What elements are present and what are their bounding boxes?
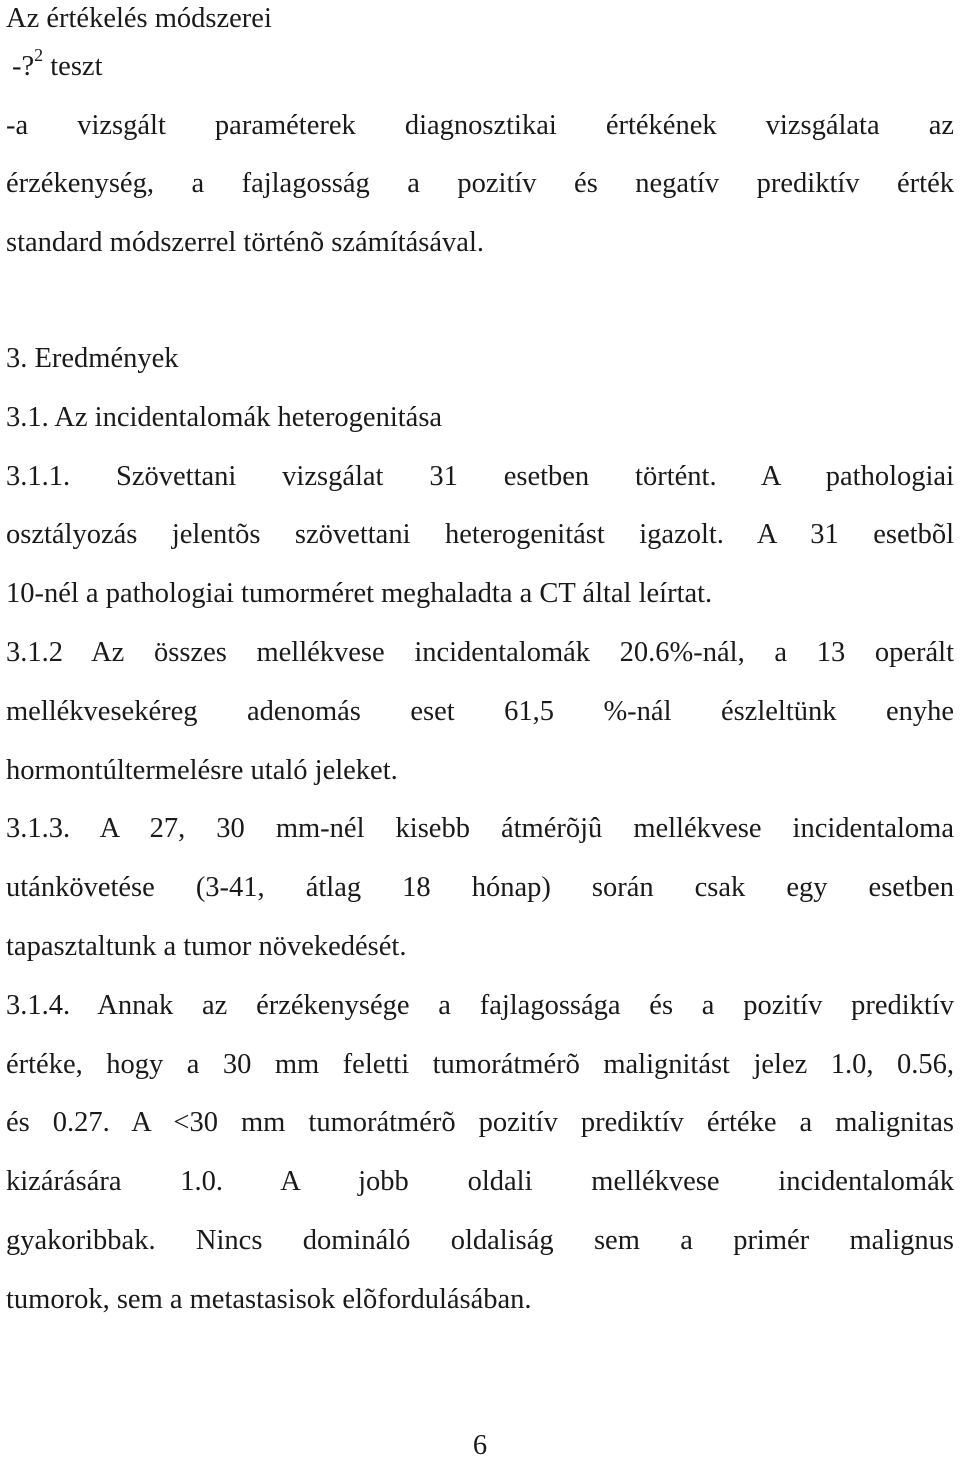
results-block xyxy=(6,330,954,1330)
intro-line: -a vizsgált paraméterek diagnosztikai értékének vizsgálata az xyxy=(6,109,954,141)
paragraph-line: osztályozás jelentõs szövettani heterogenitást igazolt. A 31 esetbõl xyxy=(6,519,954,551)
intro-line: standard módszerrel történõ számításával. xyxy=(6,226,484,258)
paragraph-3-1-3 xyxy=(6,800,954,976)
chi-square-line xyxy=(6,38,954,97)
paragraph-line: 3.1.1. Szövettani vizsgálat 31 esetben történt. A pathologiai xyxy=(6,460,954,492)
paragraph-line: mellékvesekéreg adenomás eset 61,5 %-nál észleltünk enyhe xyxy=(6,695,954,727)
section-title: Az értékelés módszerei xyxy=(6,3,272,34)
paragraph-3-1-2 xyxy=(6,624,954,800)
paragraph-line: tapasztaltunk a tumor növekedését. xyxy=(6,930,407,962)
paragraph-3-1-4 xyxy=(6,977,954,1330)
intro-line: érzékenység, a fajlagosság a pozitív és negatív prediktív érték xyxy=(6,168,954,199)
paragraph-line: kizárására 1.0. A jobb oldali mellékvese incidentalomák xyxy=(6,1166,954,1198)
paragraph-line: gyakoribbak. Nincs domináló oldaliság sem a primér malignus xyxy=(6,1224,954,1256)
paragraph-line: tumorok, sem a metastasisok elõfordulásában. xyxy=(6,1283,532,1315)
paragraph-line: értéke, hogy a 30 mm feletti tumorátmérõ malignitást jelez 1.0, 0.56, xyxy=(6,1048,954,1080)
chi-prefix: -? xyxy=(12,51,35,82)
paragraph-line: 3.1.4. Annak az érzékenysége a fajlagossága és a pozitív prediktív xyxy=(6,989,954,1021)
paragraph-3-1-1 xyxy=(6,448,954,624)
paragraph-line: hormontúltermelésre utaló jeleket. xyxy=(6,754,398,786)
document-page xyxy=(6,0,954,1330)
page-number: 6 xyxy=(472,1430,488,1461)
chi-suffix: teszt xyxy=(43,51,103,82)
paragraph-line: 3.1.3. A 27, 30 mm-nél kisebb átmérõjû mellékvese incidentaloma xyxy=(6,813,954,845)
paragraph-line: utánkövetése (3-41, átlag 18 hónap) során csak egy esetben xyxy=(6,872,954,904)
paragraph-line: 10-nél a pathologiai tumorméret meghaladta a CT által leírtat. xyxy=(6,578,713,610)
spacer xyxy=(6,272,954,330)
paragraph-line: 3.1.2 Az összes mellékvese incidentalomák 20.6%-nál, a 13 operált xyxy=(6,636,954,668)
chi-superscript: 2 xyxy=(34,44,44,65)
results-heading: 3. Eredmények xyxy=(6,343,179,374)
subsection-heading: 3.1. Az incidentalomák heterogenitása xyxy=(6,401,443,433)
paragraph-line: és 0.27. A <30 mm tumorátmérõ pozitív prediktív értéke a malignitas xyxy=(6,1107,954,1139)
methods-block xyxy=(6,38,954,272)
